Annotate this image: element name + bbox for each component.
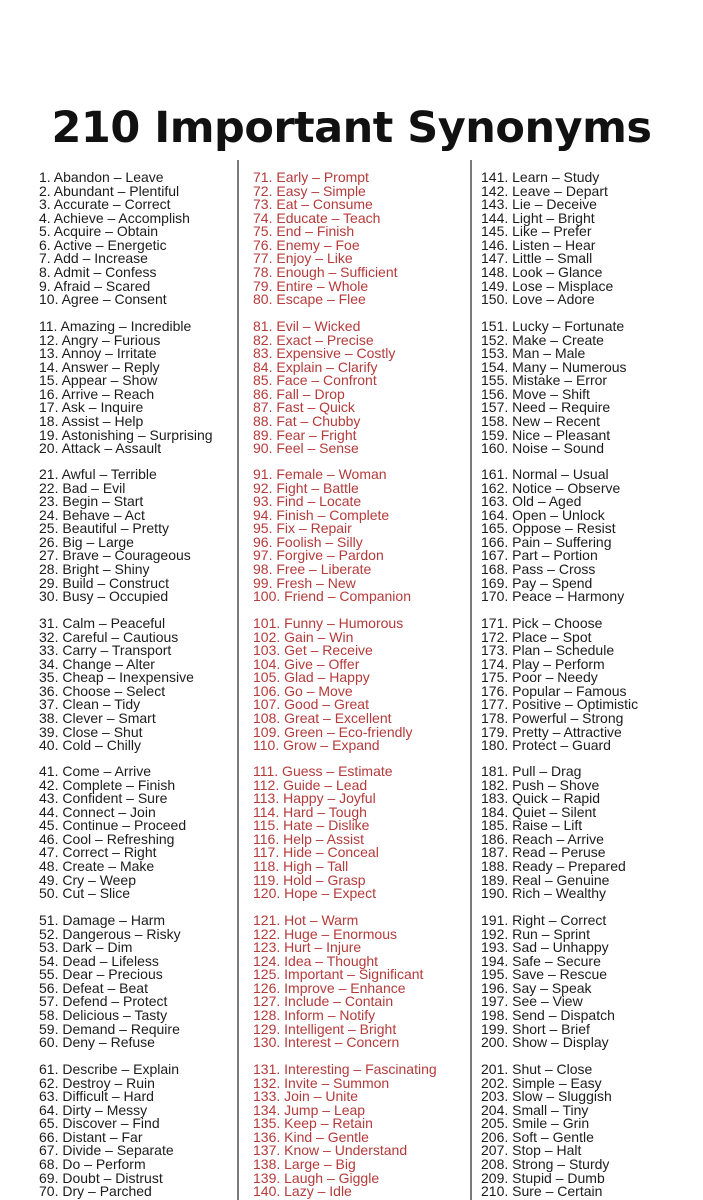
synonym-item: 181. Pull – Drag [481, 763, 582, 779]
synonym-item: 79. Entire – Whole [253, 277, 369, 294]
synonym-item: 12. Angry – Furious [39, 331, 161, 348]
synonym-item: 146. Listen – Hear [481, 236, 596, 253]
synonym-item: 50. Cut – Slice [39, 885, 131, 902]
synonym-item: 40. Cold – Chilly [39, 737, 141, 754]
synonym-item: 68. Do – Perform [39, 1156, 146, 1173]
synonym-item: 99. Fresh – New [253, 574, 356, 591]
synonym-item: 73. Eat – Consume [253, 196, 373, 213]
synonym-item: 178. Powerful – Strong [481, 710, 624, 727]
synonym-item: 60. Deny – Refuse [39, 1034, 155, 1051]
synonym-group [253, 1063, 437, 1199]
synonym-item: 55. Dear – Precious [39, 966, 163, 983]
synonym-item: 22. Bad – Evil [39, 479, 126, 496]
synonym-item: 96. Foolish – Silly [253, 533, 363, 550]
synonym-item: 175. Poor – Needy [481, 669, 598, 686]
synonym-item: 83. Expensive – Costly [253, 345, 396, 362]
synonym-item: 52. Dangerous – Risky [39, 925, 181, 942]
synonym-item: 85. Face – Confront [253, 372, 377, 389]
synonym-item: 42. Complete – Finish [39, 776, 176, 793]
synonym-item: 66. Distant – Far [39, 1128, 143, 1145]
synonym-item: 160. Noise – Sound [481, 440, 604, 457]
synonym-item: 151. Lucky – Fortunate [481, 318, 625, 334]
synonym-item: 103. Get – Receive [253, 642, 373, 659]
synonym-item: 173. Plan – Schedule [481, 642, 615, 659]
synonym-item: 155. Mistake – Error [481, 372, 608, 389]
synonym-item: 205. Smile – Grin [481, 1115, 590, 1132]
synonym-item: 9. Afraid – Scared [39, 277, 151, 294]
synonym-item: 93. Find – Locate [253, 493, 362, 510]
synonym-item: 170. Peace – Harmony [481, 588, 625, 605]
synonym-item: 162. Notice – Observe [481, 479, 621, 496]
synonym-item: 3. Accurate – Correct [39, 196, 171, 213]
synonym-item: 139. Laugh – Giggle [253, 1169, 380, 1186]
synonym-item: 72. Easy – Simple [253, 182, 366, 199]
synonym-item: 87. Fast – Quick [253, 399, 355, 416]
synonym-item: 152. Make – Create [481, 331, 604, 348]
synonym-group [39, 1063, 179, 1199]
synonym-item: 33. Carry – Transport [39, 642, 172, 659]
synonym-item: 179. Pretty – Attractive [481, 723, 622, 740]
synonym-item: 203. Slow – Sluggish [481, 1088, 612, 1105]
synonym-item: 167. Part – Portion [481, 547, 598, 564]
synonym-item: 166. Pain – Suffering [481, 533, 612, 550]
column-divider-left [237, 160, 239, 1200]
synonym-item: 21. Awful – Terrible [39, 466, 157, 482]
synonym-item: 184. Quiet – Silent [481, 803, 597, 820]
synonym-item: 199. Short – Brief [481, 1020, 590, 1037]
synonym-group [481, 765, 626, 901]
synonym-item: 133. Join – Unite [253, 1088, 359, 1105]
synonym-item: 131. Interesting – Fascinating [253, 1061, 437, 1077]
synonym-item: 156. Move – Shift [481, 385, 590, 402]
synonym-item: 126. Improve – Enhance [253, 979, 406, 996]
synonym-item: 97. Forgive – Pardon [253, 547, 384, 564]
synonym-item: 48. Create – Make [39, 858, 155, 875]
synonym-item: 28. Bright – Shiny [39, 561, 150, 578]
synonym-item: 193. Sad – Unhappy [481, 939, 609, 956]
page-title: 210 Important Synonyms [51, 103, 652, 153]
synonym-item: 157. Need – Require [481, 399, 611, 416]
synonym-item: 164. Open – Unlock [481, 506, 605, 523]
synonym-item: 117. Hide – Conceal [253, 844, 379, 861]
synonym-item: 32. Careful – Cautious [39, 628, 179, 645]
synonym-group [253, 765, 393, 901]
synonym-item: 144. Light – Bright [481, 209, 595, 226]
synonym-item: 49. Cry – Weep [39, 871, 137, 888]
synonym-item: 15. Appear – Show [39, 372, 158, 389]
synonym-item: 62. Destroy – Ruin [39, 1074, 155, 1091]
synonym-item: 134. Jump – Leap [253, 1101, 366, 1118]
synonym-item: 200. Show – Display [481, 1034, 609, 1051]
synonym-item: 207. Stop – Halt [481, 1142, 582, 1159]
synonym-item: 129. Intelligent – Bright [253, 1020, 397, 1037]
synonym-item: 195. Save – Rescue [481, 966, 608, 983]
synonym-item: 11. Amazing – Incredible [39, 318, 192, 334]
synonym-item: 34. Change – Alter [39, 655, 155, 672]
synonym-item: 154. Many – Numerous [481, 358, 627, 375]
synonym-item: 107. Good – Great [253, 696, 369, 713]
synonym-item: 31. Calm – Peaceful [39, 615, 166, 631]
column-divider-right [470, 160, 472, 1200]
synonym-item: 37. Clean – Tidy [39, 696, 141, 713]
synonym-item: 8. Admit – Confess [39, 264, 157, 281]
synonym-item: 69. Doubt – Distrust [39, 1169, 163, 1186]
synonym-item: 202. Simple – Easy [481, 1074, 602, 1091]
synonym-group [253, 320, 395, 456]
synonym-item: 10. Agree – Consent [39, 291, 167, 308]
synonym-item: 177. Positive – Optimistic [481, 696, 639, 713]
synonym-item: 188. Ready – Prepared [481, 858, 626, 875]
synonym-item: 36. Choose – Select [39, 682, 166, 699]
synonym-item: 127. Include – Contain [253, 993, 394, 1010]
synonym-item: 59. Demand – Require [39, 1020, 180, 1037]
synonym-item: 105. Glad – Happy [253, 669, 370, 686]
synonym-group [253, 617, 413, 753]
synonym-item: 86. Fall – Drop [253, 385, 345, 402]
synonym-item: 14. Answer – Reply [39, 358, 160, 375]
synonym-item: 174. Play – Perform [481, 655, 605, 672]
synonym-group [39, 617, 194, 753]
synonym-item: 95. Fix – Repair [253, 520, 352, 537]
synonym-item: 61. Describe – Explain [39, 1061, 180, 1077]
synonym-item: 138. Large – Big [253, 1156, 356, 1173]
synonym-item: 190. Rich – Wealthy [481, 885, 607, 902]
synonym-item: 41. Come – Arrive [39, 763, 152, 779]
synonym-item: 16. Arrive – Reach [39, 385, 155, 402]
synonym-item: 136. Kind – Gentle [253, 1128, 369, 1145]
synonym-item: 46. Cool – Refreshing [39, 830, 175, 847]
synonym-item: 106. Go – Move [253, 682, 353, 699]
synonym-item: 78. Enough – Sufficient [253, 264, 398, 281]
synonym-item: 172. Place – Spot [481, 628, 592, 645]
synonym-group [253, 914, 423, 1050]
synonym-item: 182. Push – Shove [481, 776, 600, 793]
synonym-item: 137. Know – Understand [253, 1142, 408, 1159]
synonym-item: 176. Popular – Famous [481, 682, 627, 699]
synonym-item: 124. Idea – Thought [253, 952, 379, 969]
synonym-group [481, 1063, 612, 1199]
synonym-item: 159. Nice – Pleasant [481, 426, 611, 443]
synonym-item: 142. Leave – Depart [481, 182, 608, 199]
synonym-item: 67. Divide – Separate [39, 1142, 174, 1159]
synonym-item: 56. Defeat – Beat [39, 979, 148, 996]
synonym-item: 115. Hate – Dislike [253, 817, 370, 834]
synonym-item: 45. Continue – Proceed [39, 817, 187, 834]
synonym-item: 122. Huge – Enormous [253, 925, 397, 942]
synonym-item: 210. Sure – Certain [481, 1183, 603, 1200]
synonym-item: 143. Lie – Deceive [481, 196, 597, 213]
synonym-item: 185. Raise – Lift [481, 817, 583, 834]
synonym-item: 74. Educate – Teach [253, 209, 381, 226]
synonym-item: 104. Give – Offer [253, 655, 360, 672]
synonym-item: 77. Enjoy – Like [253, 250, 353, 267]
synonym-group [253, 468, 411, 604]
synonym-group [39, 171, 190, 307]
synonym-item: 6. Active – Energetic [39, 236, 167, 253]
synonym-item: 23. Begin – Start [39, 493, 144, 510]
synonym-item: 1. Abandon – Leave [39, 169, 164, 185]
synonym-item: 165. Oppose – Resist [481, 520, 616, 537]
synonym-item: 24. Behave – Act [39, 506, 145, 523]
synonym-item: 80. Escape – Flee [253, 291, 366, 308]
synonym-item: 116. Help – Assist [253, 830, 365, 847]
synonym-item: 17. Ask – Inquire [39, 399, 144, 416]
synonym-item: 121. Hot – Warm [253, 912, 359, 928]
synonym-item: 64. Dirty – Messy [39, 1101, 148, 1118]
synonym-item: 196. Say – Speak [481, 979, 592, 996]
synonym-item: 30. Busy – Occupied [39, 588, 169, 605]
synonym-item: 76. Enemy – Foe [253, 236, 360, 253]
synonym-item: 4. Achieve – Accomplish [39, 209, 190, 226]
synonym-item: 29. Build – Construct [39, 574, 169, 591]
synonym-item: 71. Early – Prompt [253, 169, 369, 185]
synonym-item: 198. Send – Dispatch [481, 1007, 615, 1024]
synonym-item: 2. Abundant – Plentiful [39, 182, 180, 199]
synonym-item: 27. Brave – Courageous [39, 547, 191, 564]
synonym-item: 201. Shut – Close [481, 1061, 593, 1077]
synonym-item: 84. Explain – Clarify [253, 358, 378, 375]
synonym-item: 204. Small – Tiny [481, 1101, 589, 1118]
synonym-item: 125. Important – Significant [253, 966, 424, 983]
synonym-item: 20. Attack – Assault [39, 440, 162, 457]
synonym-item: 153. Man – Male [481, 345, 586, 362]
synonym-item: 123. Hurt – Injure [253, 939, 362, 956]
synonym-item: 197. See – View [481, 993, 583, 1010]
synonym-item: 180. Protect – Guard [481, 737, 611, 754]
synonym-item: 171. Pick – Choose [481, 615, 603, 631]
synonym-item: 25. Beautiful – Pretty [39, 520, 169, 537]
synonym-item: 92. Fight – Battle [253, 479, 359, 496]
synonym-item: 57. Defend – Protect [39, 993, 168, 1010]
synonym-item: 51. Damage – Harm [39, 912, 166, 928]
synonym-group [39, 765, 186, 901]
synonym-group [253, 171, 398, 307]
synonym-item: 135. Keep – Retain [253, 1115, 373, 1132]
synonym-item: 119. Hold – Grasp [253, 871, 366, 888]
synonym-item: 7. Add – Increase [39, 250, 148, 267]
synonym-item: 35. Cheap – Inexpensive [39, 669, 194, 686]
synonym-item: 187. Read – Peruse [481, 844, 606, 861]
synonym-group [39, 320, 213, 456]
synonym-item: 208. Strong – Sturdy [481, 1156, 610, 1173]
synonym-item: 209. Stupid – Dumb [481, 1169, 605, 1186]
synonym-item: 58. Delicious – Tasty [39, 1007, 168, 1024]
synonym-item: 100. Friend – Companion [253, 588, 411, 605]
synonym-item: 140. Lazy – Idle [253, 1183, 352, 1200]
synonym-item: 114. Hard – Tough [253, 803, 367, 820]
synonym-item: 5. Acquire – Obtain [39, 223, 159, 240]
synonym-group [481, 617, 638, 753]
synonym-item: 94. Finish – Complete [253, 506, 390, 523]
synonym-item: 128. Inform – Notify [253, 1007, 376, 1024]
synonym-item: 98. Free – Liberate [253, 561, 372, 578]
synonym-item: 161. Normal – Usual [481, 466, 609, 482]
synonym-item: 63. Difficult – Hard [39, 1088, 154, 1105]
synonym-item: 147. Little – Small [481, 250, 593, 267]
synonym-item: 102. Gain – Win [253, 628, 354, 645]
synonym-item: 65. Discover – Find [39, 1115, 160, 1132]
synonym-item: 183. Quick – Rapid [481, 790, 601, 807]
synonym-item: 19. Astonishing – Surprising [39, 426, 213, 443]
synonym-item: 158. New – Recent [481, 413, 601, 430]
synonym-group [481, 320, 627, 456]
synonym-item: 113. Happy – Joyful [253, 790, 376, 807]
synonym-item: 191. Right – Correct [481, 912, 607, 928]
synonym-item: 163. Old – Aged [481, 493, 582, 510]
synonym-item: 206. Soft – Gentle [481, 1128, 594, 1145]
synonym-item: 194. Safe – Secure [481, 952, 601, 969]
synonym-item: 91. Female – Woman [253, 466, 387, 482]
synonym-item: 148. Look – Glance [481, 264, 603, 281]
synonym-item: 70. Dry – Parched [39, 1183, 152, 1200]
synonym-item: 101. Funny – Humorous [253, 615, 404, 631]
synonym-item: 132. Invite – Summon [253, 1074, 390, 1091]
synonym-item: 39. Close – Shut [39, 723, 143, 740]
synonym-item: 150. Love – Adore [481, 291, 595, 308]
synonym-item: 44. Connect – Join [39, 803, 156, 820]
synonym-item: 75. End – Finish [253, 223, 355, 240]
synonym-item: 13. Annoy – Irritate [39, 345, 157, 362]
synonym-item: 111. Guess – Estimate [253, 763, 393, 779]
synonym-item: 120. Hope – Expect [253, 885, 376, 902]
synonym-item: 149. Lose – Misplace [481, 277, 614, 294]
synonym-item: 81. Evil – Wicked [253, 318, 361, 334]
synonym-item: 38. Clever – Smart [39, 710, 156, 727]
synonym-item: 141. Learn – Study [481, 169, 600, 185]
synonym-item: 186. Reach – Arrive [481, 830, 604, 847]
synonym-item: 43. Confident – Sure [39, 790, 168, 807]
synonym-item: 169. Pay – Spend [481, 574, 593, 591]
synonym-item: 54. Dead – Lifeless [39, 952, 159, 969]
synonym-group [481, 468, 624, 604]
synonym-item: 26. Big – Large [39, 533, 134, 550]
synonym-item: 88. Fat – Chubby [253, 413, 361, 430]
synonym-group [481, 171, 613, 307]
synonym-item: 130. Interest – Concern [253, 1034, 400, 1051]
synonym-item: 110. Grow – Expand [253, 737, 380, 754]
synonym-item: 189. Real – Genuine [481, 871, 610, 888]
synonym-group [481, 914, 615, 1050]
synonym-item: 192. Run – Sprint [481, 925, 590, 942]
synonym-item: 109. Green – Eco-friendly [253, 723, 413, 740]
synonym-item: 82. Exact – Precise [253, 331, 374, 348]
synonym-group [39, 468, 191, 604]
synonym-group [39, 914, 181, 1050]
synonym-item: 168. Pass – Cross [481, 561, 596, 578]
synonym-item: 108. Great – Excellent [253, 710, 392, 727]
synonym-item: 89. Fear – Fright [253, 426, 357, 443]
synonym-item: 53. Dark – Dim [39, 939, 133, 956]
synonym-item: 112. Guide – Lead [253, 776, 368, 793]
synonym-item: 90. Feel – Sense [253, 440, 359, 457]
synonym-item: 145. Like – Prefer [481, 223, 592, 240]
synonym-item: 118. High – Tall [253, 858, 349, 875]
synonym-item: 47. Correct – Right [39, 844, 157, 861]
synonym-item: 18. Assist – Help [39, 413, 144, 430]
